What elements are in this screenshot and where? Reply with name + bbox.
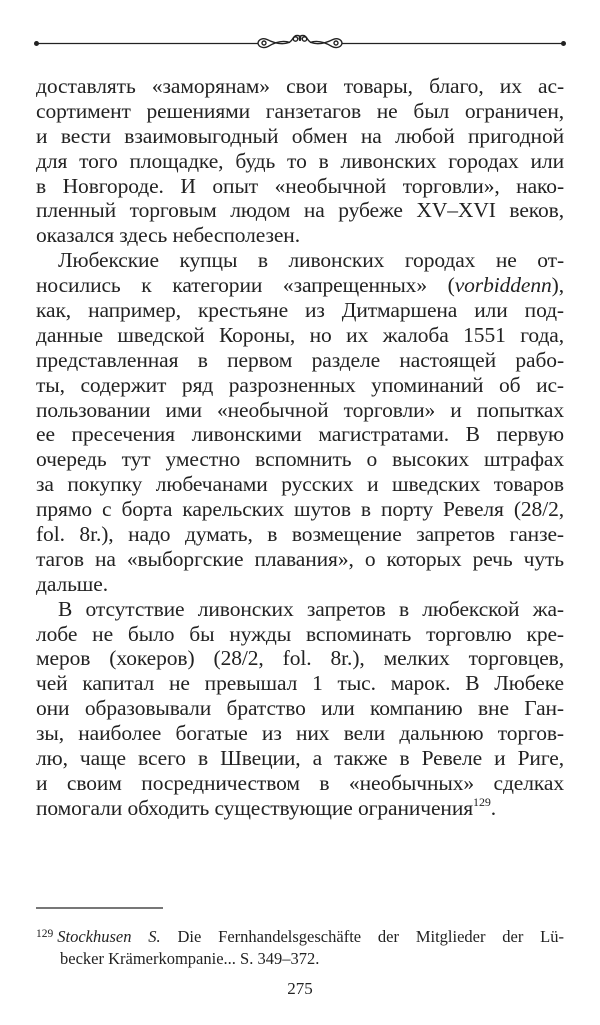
text-line: Любекские купцы в ливонских городах не от- — [58, 248, 564, 273]
text-line: очередь тут уместно вспомнить о высоких штрафах — [36, 447, 564, 472]
text-line: лобе не было бы нужды вспоминать торговлю кре- — [36, 621, 564, 646]
text-line: fol. 8r.), надо думать, в возмещение запретов ганзе- — [36, 522, 564, 547]
text-line: дальше. — [36, 571, 108, 596]
text-line — [36, 796, 564, 821]
text-line — [36, 273, 564, 298]
text-line: лю, чаще всего в Швеции, а также в Ревеле и Риге, — [36, 746, 564, 771]
text-fragment: ), — [551, 273, 564, 298]
text-line: ее пресечения ливонскими магистратами. В первую — [36, 422, 564, 447]
text-line: они образовывали братство или компанию вне Ган- — [36, 696, 564, 721]
text-line: пользовании ими «необычной торговли» и попытках — [36, 397, 564, 422]
text-line: тагов на «выборгские плавания», о которых речь чуть — [36, 546, 564, 571]
footnote-number: 129 — [36, 928, 54, 940]
text-line: чей капитал не превышал 1 тыс. марок. В Любеке — [36, 671, 564, 696]
footnote-text: Die Fernhandelsgeschäfte der Mitglieder der Lü- — [160, 927, 565, 946]
text-line: и вести взаимовыгодный обмен на любой пригодной — [36, 123, 564, 148]
text-line: представленная в первом разделе настоящей рабо- — [36, 347, 564, 372]
main-text — [36, 74, 564, 821]
text-line: пленный торговым людом на рубеже XV–XVI веков, — [36, 198, 564, 223]
text-fragment: . — [490, 795, 497, 820]
footnote-reference[interactable]: 129 — [473, 794, 491, 809]
text-line: ты, содержит ряд разрозненных упоминаний об ис- — [36, 372, 564, 397]
text-line: в Новгороде. И опыт «необычной торговли», нако- — [36, 173, 564, 198]
paragraph-2 — [36, 248, 564, 596]
page-number: 275 — [287, 979, 313, 998]
text-line: оказался здесь небесполезен. — [36, 223, 300, 248]
text-line: В отсутствие ливонских запретов в любекской жа- — [58, 596, 564, 621]
paragraph-1 — [36, 74, 564, 248]
paragraph-3 — [36, 597, 564, 821]
text-line: данные шведской Короны, но их жалоба 1551 года, — [36, 322, 564, 347]
ornament-divider — [34, 33, 566, 53]
text-fragment: помогали обходить существующие ограничения — [36, 795, 474, 820]
text-line: меров (хокеров) (28/2, fol. 8r.), мелких торговцев, — [36, 646, 564, 671]
footnote-129 — [36, 923, 564, 970]
text-line: зы, наиболее богатые из них вели дальнюю торгов- — [36, 721, 564, 746]
footnote-author: Stockhusen S. — [57, 927, 161, 946]
footnote-line — [36, 923, 564, 948]
text-line: доставлять «заморянам» свои товары, благо, их ас- — [36, 74, 564, 98]
text-line: прямо с борта карельских шутов в порту Ревеля (28/2, — [36, 497, 564, 522]
text-line: сортимент решениями ганзетагов не был ограничен, — [36, 98, 564, 123]
text-line: для того площадке, будь то в ливонских городах или — [36, 148, 564, 173]
text-fragment: носились к категории «запрещенных» ( — [36, 273, 455, 298]
footnote-line: becker Krämerkompanie... S. 349–372. — [60, 949, 320, 968]
text-line: за покупку любечанами русских и шведских товаров — [36, 472, 564, 497]
text-line: как, например, крестьяне из Дитмаршена или под- — [36, 298, 564, 323]
latin-term: vorbiddenn — [454, 273, 552, 298]
footnote-separator — [36, 907, 163, 909]
text-line: и своим посредничеством в «необычных» сделках — [36, 770, 564, 795]
